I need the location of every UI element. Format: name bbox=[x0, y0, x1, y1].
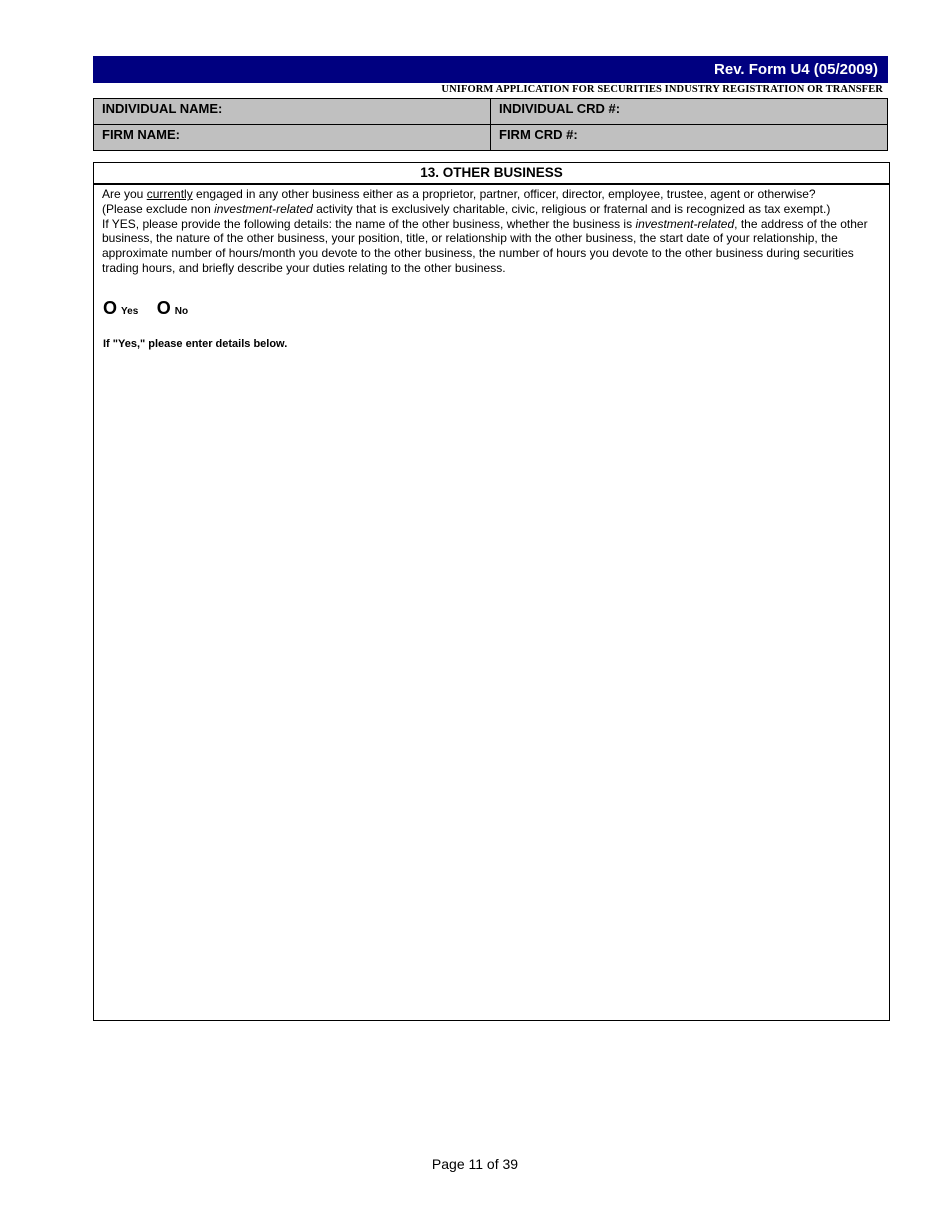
no-radio[interactable] bbox=[157, 298, 188, 319]
details-prompt: If "Yes," please enter details below. bbox=[103, 337, 288, 350]
question-main bbox=[102, 187, 881, 202]
question-emphasis: currently bbox=[146, 187, 193, 201]
section-title: 13. OTHER BUSINESS bbox=[94, 163, 889, 185]
form-revision-text: Rev. Form U4 (05/2009) bbox=[714, 61, 878, 78]
form-revision-banner bbox=[93, 56, 888, 83]
exclusion-emphasis: investment-related bbox=[214, 201, 313, 216]
details-text-area[interactable] bbox=[102, 363, 881, 1012]
identity-table bbox=[93, 98, 888, 151]
individual-name-label: INDIVIDUAL NAME: bbox=[102, 101, 223, 116]
page-number: Page 11 of 39 bbox=[431, 1156, 519, 1172]
firm-name-field[interactable] bbox=[94, 125, 491, 151]
exclusion-note bbox=[102, 202, 881, 217]
firm-crd-field[interactable] bbox=[491, 125, 888, 151]
instructions-text-part: , the address of the other business, the nature of the other business, your position, title, or relationship with the other business, the start date of your relationship, the approximate number of hours/month you devote to the other business, the number of hours you devote to the other business during securities trading hours, and briefly describe your duties relating to the other business. bbox=[102, 216, 868, 275]
individual-crd-label: INDIVIDUAL CRD #: bbox=[499, 101, 621, 116]
yes-label: Yes bbox=[121, 305, 139, 317]
firm-crd-label: FIRM CRD #: bbox=[499, 127, 578, 142]
question-text-part: Are you bbox=[102, 187, 147, 201]
radio-circle-icon: O bbox=[103, 297, 118, 318]
yes-no-radio-group bbox=[103, 298, 889, 320]
question-text-part: engaged in any other business either as a proprietor, partner, officer, director, employee, trustee, agent or otherwise? bbox=[192, 187, 816, 201]
yes-radio[interactable] bbox=[103, 298, 138, 319]
question-text bbox=[102, 187, 881, 276]
other-business-section bbox=[93, 162, 890, 1021]
individual-crd-field[interactable] bbox=[491, 99, 888, 125]
instructions-emphasis: investment-related bbox=[635, 216, 735, 231]
firm-name-label: FIRM NAME: bbox=[102, 127, 180, 142]
form-subtitle: UNIFORM APPLICATION FOR SECURITIES INDUSTRY REGISTRATION OR TRANSFER bbox=[441, 84, 883, 95]
no-label: No bbox=[174, 305, 189, 317]
instructions-text-part: If YES, please provide the following details: the name of the other business, whether the business is bbox=[102, 216, 636, 231]
radio-circle-icon: O bbox=[156, 297, 171, 318]
if-yes-instructions bbox=[102, 217, 881, 276]
exclusion-text-part: (Please exclude non bbox=[102, 201, 215, 216]
exclusion-text-part: activity that is exclusively charitable, civic, religious or fraternal and is recognized as tax exempt.) bbox=[312, 201, 831, 216]
individual-name-field[interactable] bbox=[94, 99, 491, 125]
